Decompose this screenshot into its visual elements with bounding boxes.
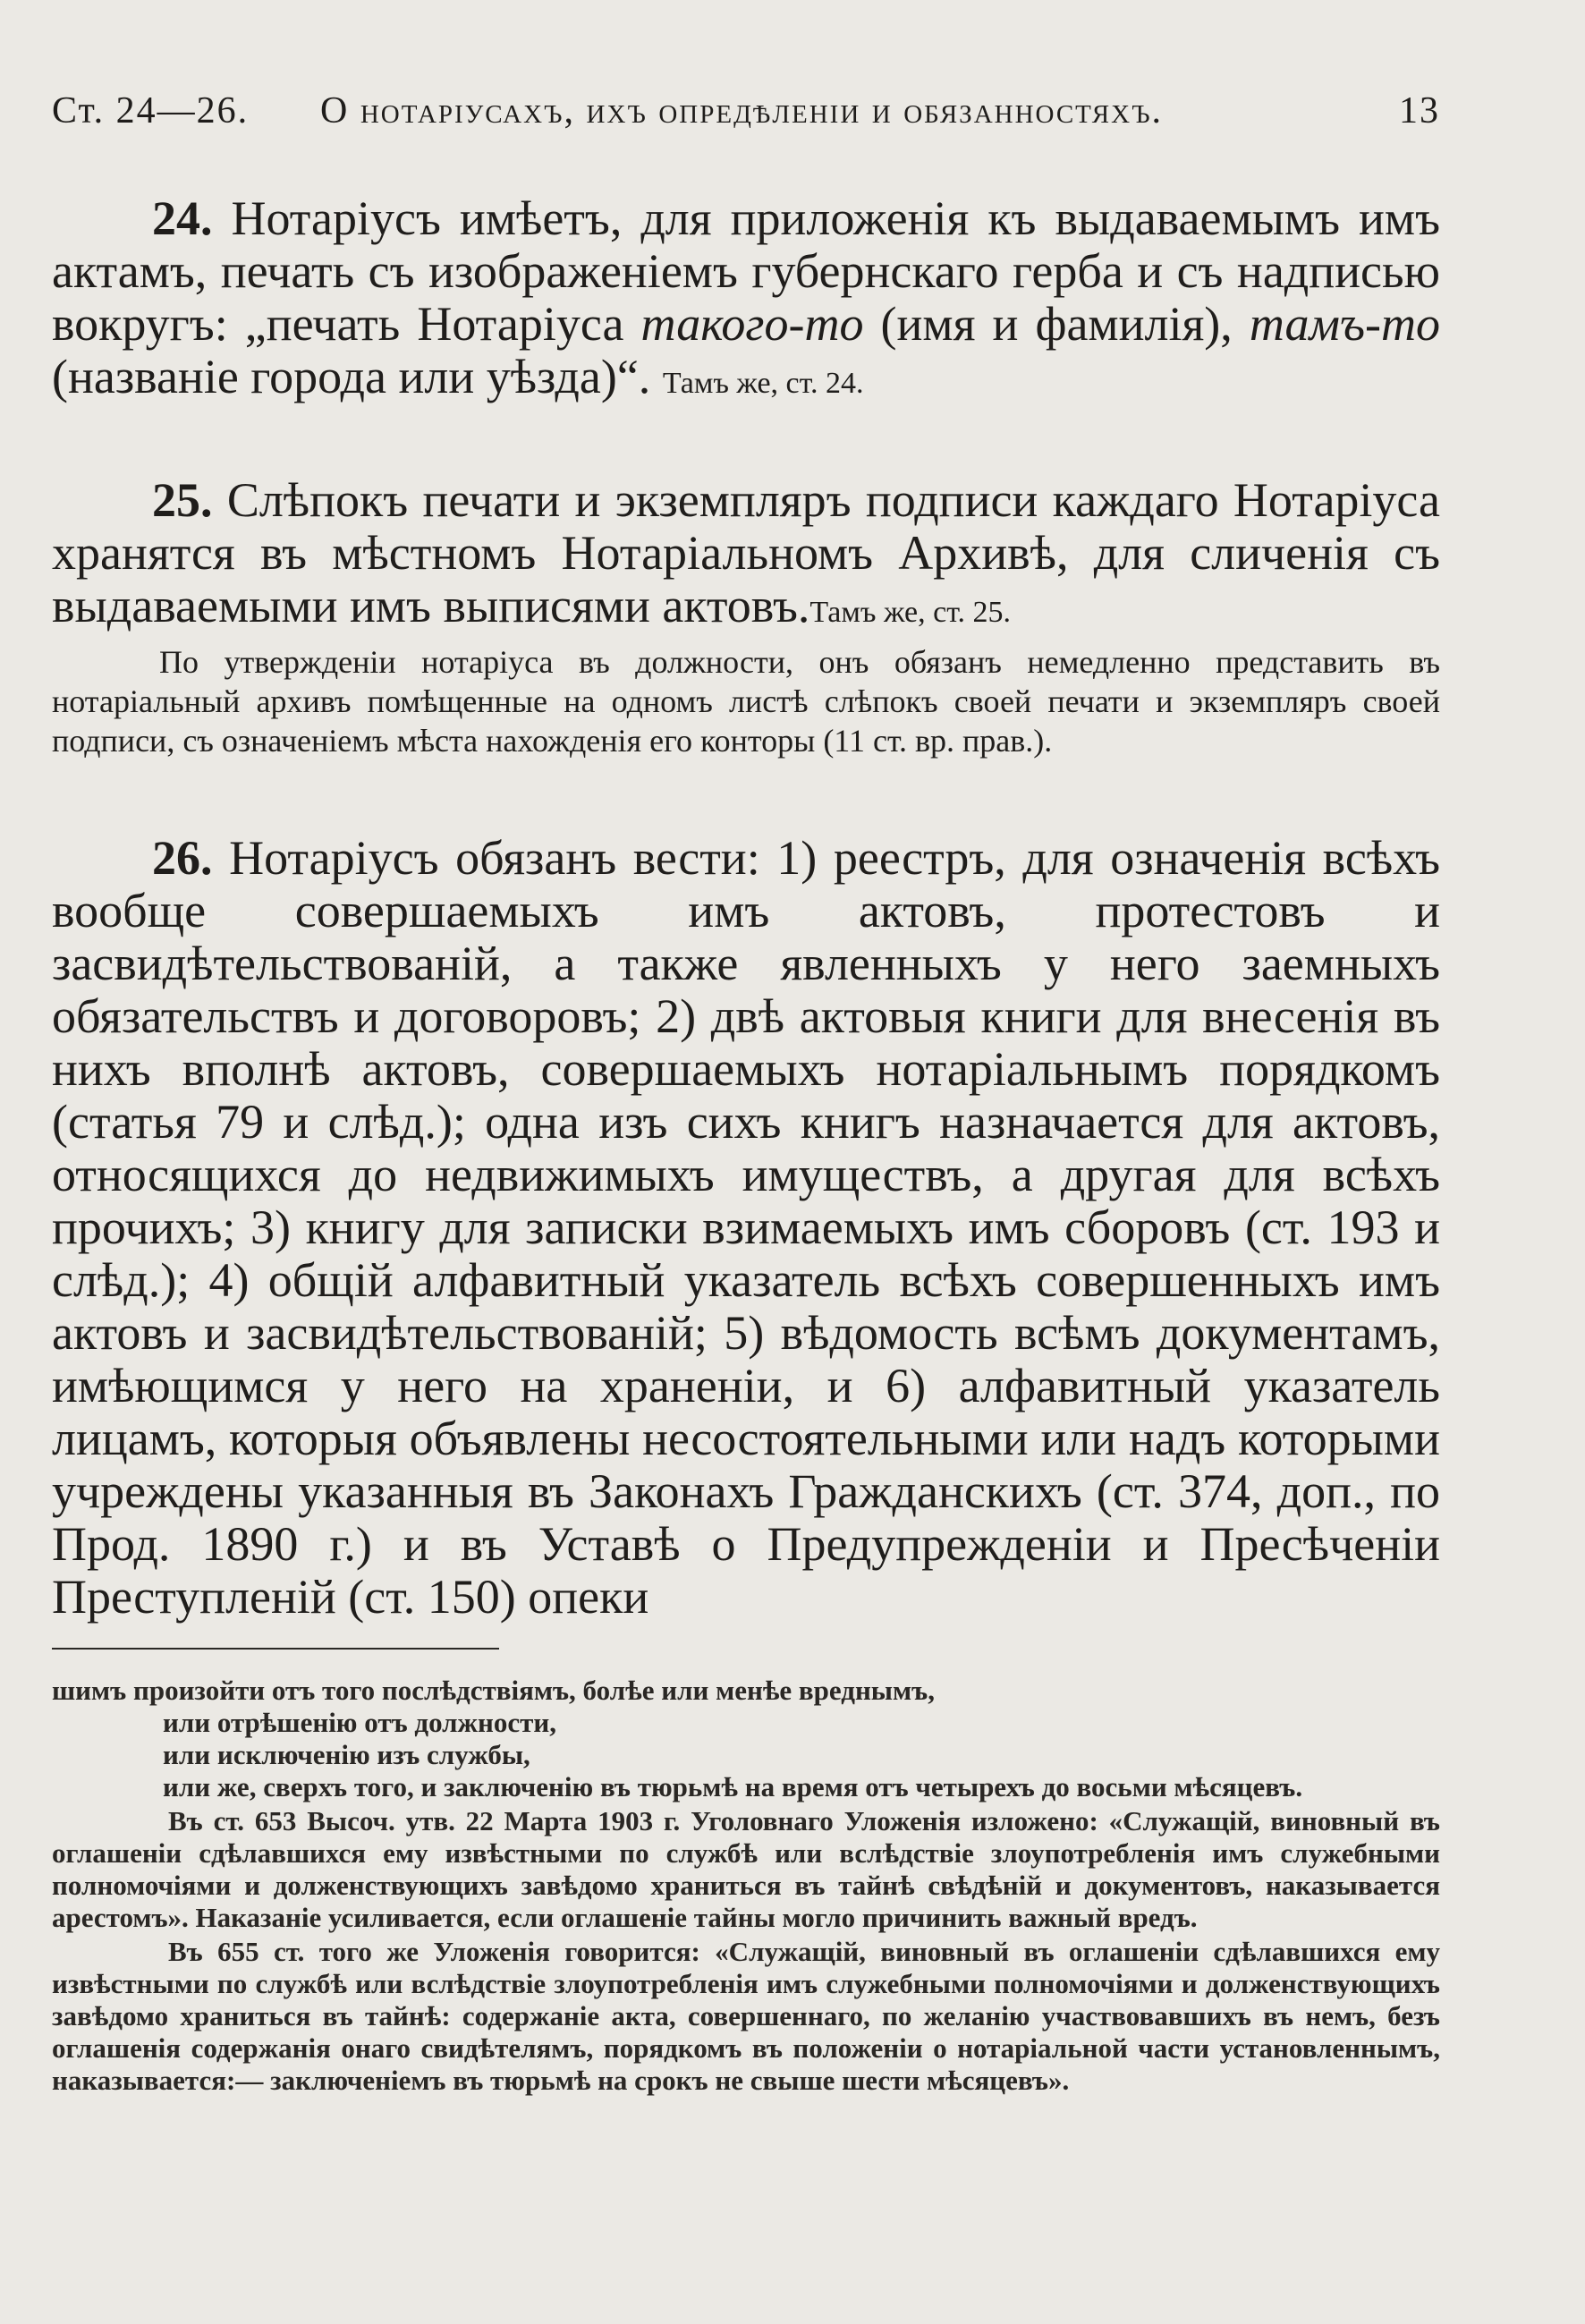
article-26-text: Нотаріусъ обязанъ вести: 1) реестръ, для означенія всѣхъ вообще совершаемыхъ имъ актовъ, протестовъ и засвидѣтельствованій, а также явленныхъ у него заемныхъ обязательствъ и договоровъ; 2) двѣ актовыя книги для внесенія въ нихъ вполнѣ актовъ, совершаемыхъ нотаріальнымъ порядкомъ (статья 79 и слѣд.); одна изъ сихъ книгъ назначается для актовъ, относящихся до недвижимыхъ имуществъ, а другая для всѣхъ прочихъ; 3) книгу для записки взимаемыхъ имъ сборовъ (ст. 193 и слѣд.); 4) общій алфавитный указатель всѣхъ совершенныхъ имъ актовъ и засвидѣтельствованій; 5) вѣдомость всѣмъ документамъ, имѣющимся у него на храненіи, и 6) алфавитный указатель лицамъ, которыя объявлены несостоятельными или надъ которыми учреждены указанныя въ Законахъ Гражданскихъ (ст. 374, доп., по Прод. 1890 г.) и въ Уставѣ о Предупрежденіи и Пресѣченіи Преступленій (ст. 150) опеки: [52, 831, 1441, 1624]
article-24-text-a: Нотаріусъ имѣетъ, для приложенія къ выдаваемымъ имъ актамъ, печать съ изображеніемъ губернскаго герба и съ надписью вокругъ: „печать Нотаріуса: [52, 191, 1440, 351]
article-26: [52, 832, 1440, 1624]
article-24-text-c: (названіе города или уѣзда)“.: [52, 350, 663, 403]
header-articles: Ст. 24—26.: [52, 90, 250, 131]
footnote-line-4: или же, сверхъ того, и заключенію въ тюрьмѣ на время отъ четырехъ до восьми мѣсяцевъ.: [163, 1771, 1303, 1802]
note-25: [52, 642, 1440, 760]
article-24: [52, 192, 1440, 410]
page-number: 13: [1399, 90, 1440, 131]
article-25-citation: Тамъ же, ст. 25.: [809, 596, 1012, 629]
footnote-separator: [52, 1648, 499, 1650]
article-24-citation: Тамъ же, ст. 24.: [662, 367, 864, 400]
footnote-line-3: или исключенію изъ службы,: [163, 1739, 530, 1770]
article-24-number: 24.: [152, 191, 213, 245]
article-24-italic-1: такого-то: [640, 297, 864, 351]
running-header: [52, 89, 1440, 143]
footnotes: [52, 1675, 1440, 2097]
footnote-line-2: или отрѣшенію отъ должности,: [163, 1707, 556, 1738]
footnote-para-653: Въ ст. 653 Высоч. утв. 22 Марта 1903 г. Уголовнаго Уложенія изложено: «Служащій, виновный въ оглашеніи сдѣлавшихся ему извѣстными по службѣ или вслѣдствіе злоупотребленія имъ служебными полномочіями и долженствующихъ завѣдомо храниться въ тайнѣ свѣдѣній и документовъ, наказывается арестомъ». Наказаніе усиливается, если оглашеніе тайны могло причинить важный вредъ.: [52, 1805, 1440, 1933]
article-25-number: 25.: [152, 473, 213, 527]
article-25: [52, 474, 1440, 639]
note-25-text: По утвержденіи нотаріуса въ должности, онъ обязанъ немедленно представить въ нотаріальный архивъ помѣщенные на одномъ листѣ слѣпокъ своей печати и экземпляръ своей подписи, съ означеніемъ мѣста нахожденія его конторы (11 ст. вр. прав.).: [52, 644, 1440, 759]
article-24-text-b: (имя и фамилія),: [863, 297, 1250, 351]
article-25-text: Слѣпокъ печати и экземпляръ подписи каждаго Нотаріуса хранятся въ мѣстномъ Нотаріальномъ Архивѣ, для сличенія съ выдаваемыми имъ выписями актовъ.: [52, 473, 1441, 632]
header-title: О нотаріусахъ, ихъ опредѣленіи и обязанностяхъ.: [320, 90, 1164, 131]
footnote-para-655: Въ 655 ст. того же Уложенія говорится: «Служащій, виновный въ оглашеніи сдѣлавшихся ему извѣстными по службѣ или вслѣдствіе злоупотребленія имъ служебными полномочіями и долженствующихъ завѣдомо храниться въ тайнѣ: содержаніе акта, совершеннаго, по желанію участвовавшихъ въ немъ, безъ оглашенія содержанія онаго свидѣтелямъ, порядкомъ въ положеніи о нотаріальной части установленнымъ, наказывается:— заключеніемъ въ тюрьмѣ на срокъ не свыше шести мѣсяцевъ».: [52, 1936, 1440, 2096]
article-24-italic-2: тамъ-то: [1249, 297, 1440, 351]
footnote-line-1: шимъ произойти отъ того послѣдствіямъ, болѣе или менѣе вреднымъ,: [52, 1675, 935, 1706]
article-26-number: 26.: [152, 831, 213, 885]
